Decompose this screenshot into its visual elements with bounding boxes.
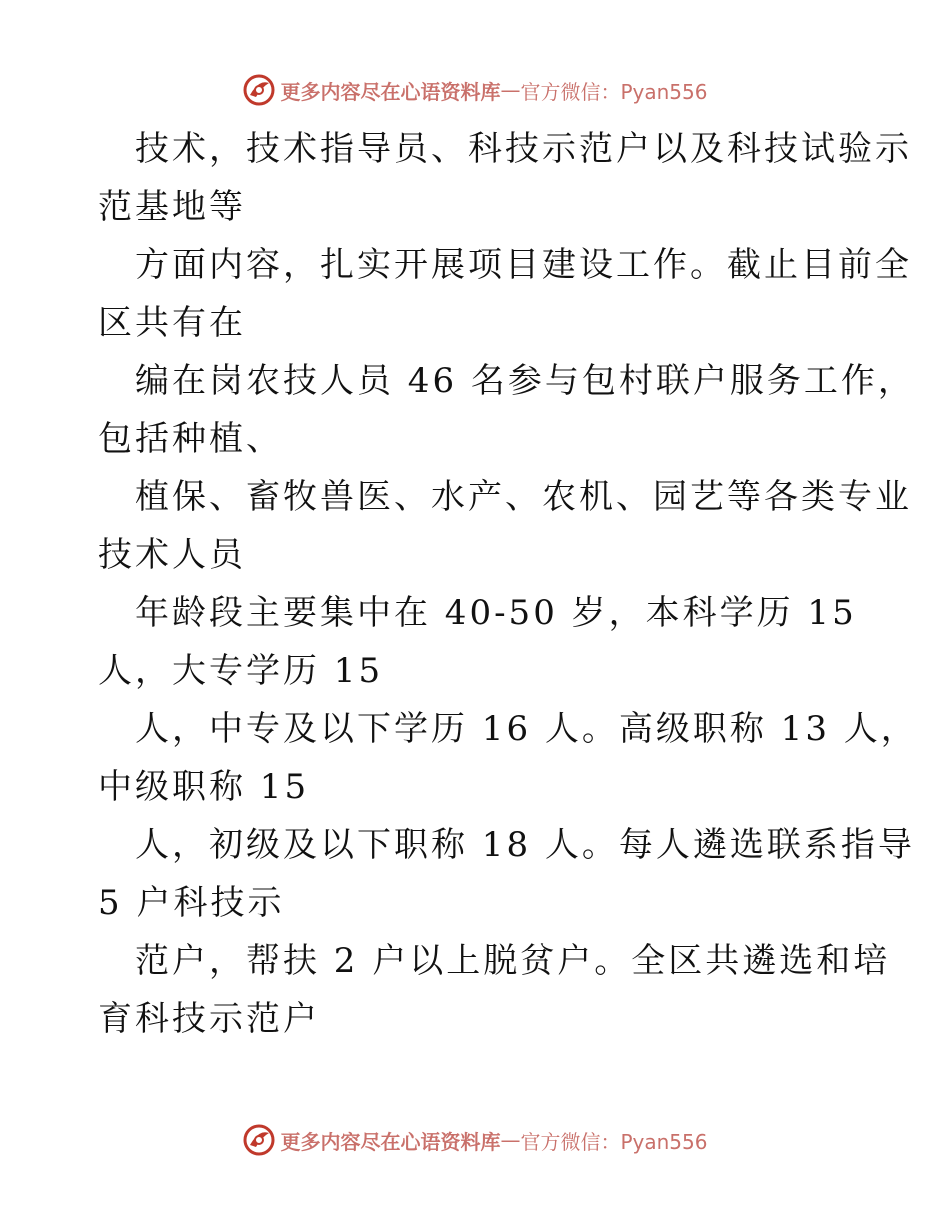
brand-logo-icon [242,1123,276,1157]
paragraph-1 [98,120,912,236]
paragraph-line: 人，中专及以下学历 16 人。高级职称 13 人， [135,709,918,749]
footer-brand-text: 更多内容尽在心语资料库 [280,1129,501,1154]
paragraph-line: 范户，帮扶 2 户以上脱贫户。全区共遴选和培 [135,941,891,981]
paragraph-6 [98,700,918,816]
paragraph-2 [98,236,912,352]
paragraph-line: 区共有在 [98,303,246,343]
paragraph-line: 范基地等 [98,187,246,227]
paragraph-line: 人，初级及以下职称 18 人。每人遴选联系指导 [135,825,915,865]
footer-wechat-text: 官方微信：Pyan556 [520,1129,708,1154]
brand-logo-icon [242,73,276,107]
paragraph-line: 年龄段主要集中在 40-50 岁，本科学历 15 [135,593,857,633]
paragraph-line: 人，大专学历 15 [98,651,384,691]
paragraph-8 [98,932,891,1048]
header-dash: — [500,78,521,102]
footer-banner [0,1120,950,1160]
header-wechat-text: 官方微信：Pyan556 [520,79,708,104]
paragraph-7 [98,816,915,932]
paragraph-5 [98,584,858,700]
paragraph-line: 育科技示范户 [98,999,320,1039]
header-brand-text: 更多内容尽在心语资料库 [280,79,501,104]
paragraph-line: 植保、畜牧兽医、水产、农机、园艺等各类专业 [135,477,912,517]
paragraph-4 [98,468,912,584]
paragraph-line: 技术，技术指导员、科技示范户以及科技试验示 [135,129,912,169]
paragraph-line: 方面内容，扎实开展项目建设工作。截止目前全 [135,245,912,285]
paragraph-3 [98,352,915,468]
document-body [98,120,918,1048]
paragraph-line: 包括种植、 [98,419,283,459]
header-banner [0,70,950,110]
paragraph-line: 5 户科技示 [98,883,285,923]
paragraph-line: 技术人员 [98,535,246,575]
footer-dash: — [500,1128,521,1152]
paragraph-line: 中级职称 15 [98,767,310,807]
paragraph-line: 编在岗农技人员 46 名参与包村联户服务工作， [135,361,915,401]
